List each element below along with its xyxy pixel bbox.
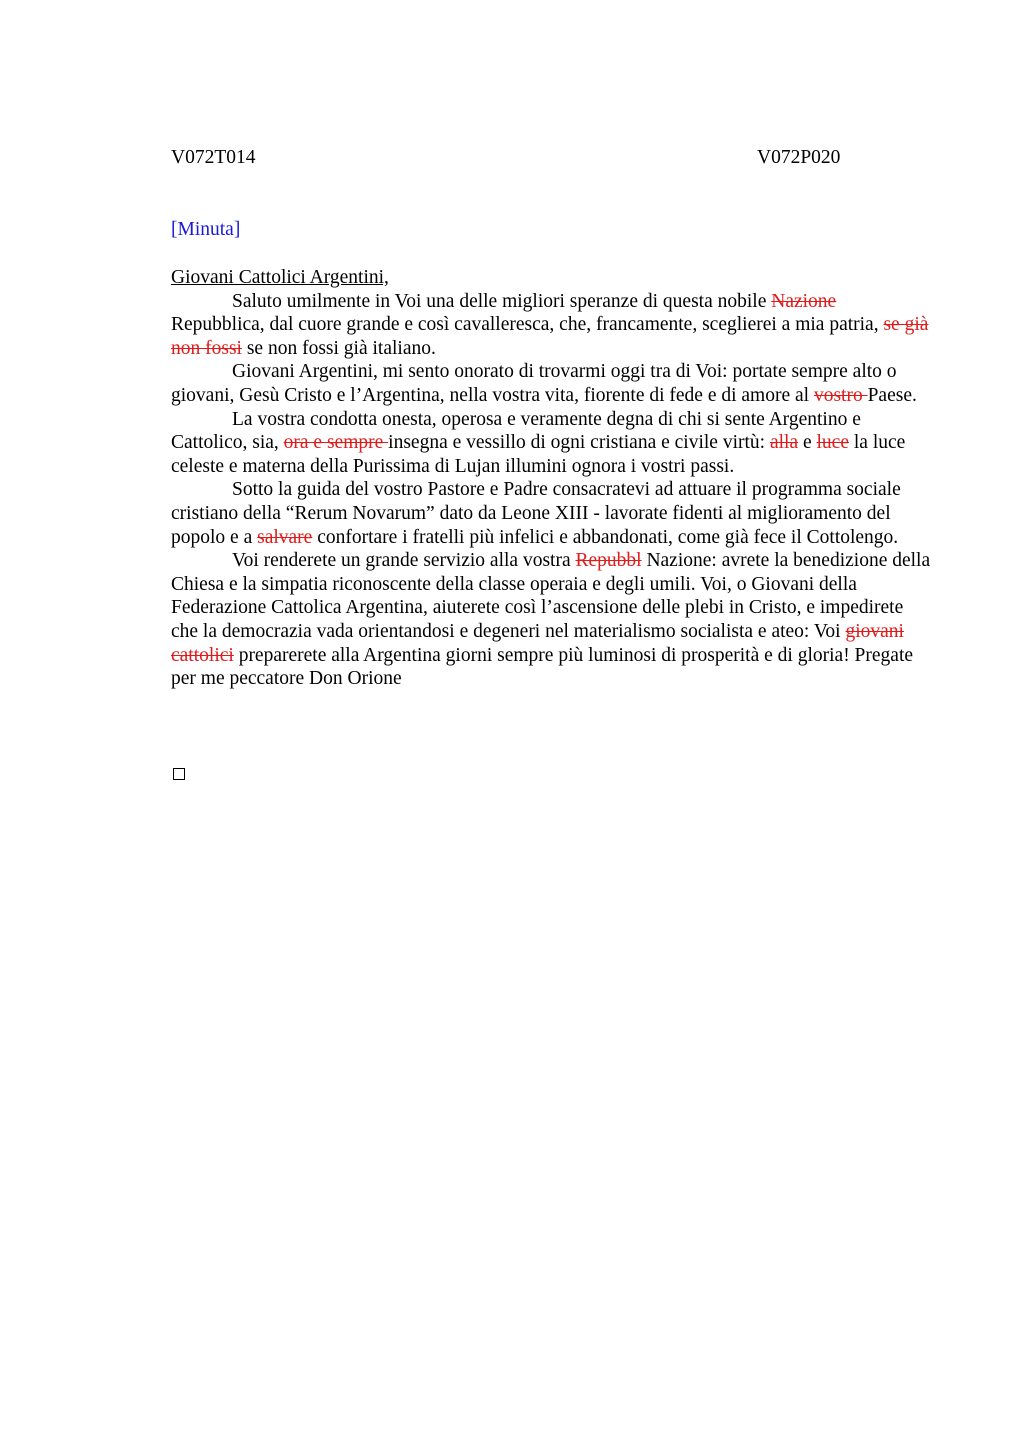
document-page	[171, 146, 931, 690]
text-segment: Giovani Argentini, mi sento onorato di trovarmi oggi tra di Voi: portate sempre alto o giovani, Gesù Cristo e l’Argentina, nella vostra vita, fiorente di fede e di amore al	[171, 361, 897, 406]
deleted-text: alla	[769, 432, 799, 454]
minuta-label: [Minuta]	[171, 219, 241, 240]
deleted-text: vostro	[813, 384, 868, 406]
deleted-text: luce	[816, 432, 849, 454]
letter-body	[171, 266, 931, 691]
document-code-right: V072P020	[757, 147, 841, 168]
salutation: Giovani Cattolici Argentini,	[171, 267, 389, 288]
paragraph-5	[171, 549, 931, 691]
deleted-text: giovani cattolici	[171, 620, 904, 666]
paragraph-2	[171, 360, 931, 407]
text-segment: e	[798, 432, 817, 454]
paragraph-4	[171, 478, 931, 549]
document-code-left: V072T014	[171, 147, 256, 168]
end-mark-square-icon	[173, 768, 185, 780]
deleted-text: Repubbl	[575, 550, 642, 572]
text-segment: preparerete alla Argentina giorni sempre più luminosi di prosperità e di gloria! Pregate per me peccatore Don Orione	[171, 644, 914, 690]
deleted-text: ora e sempre	[283, 432, 389, 454]
deleted-text: se già non fossi	[171, 314, 929, 359]
text-segment: la luce celeste e materna della Purissima di Lujan illumini ognora i vostri passi.	[171, 432, 906, 477]
text-segment: Sotto la guida del vostro Pastore e Padre consacratevi ad attuare il programma sociale cristiano della “Rerum Novarum” dato da Leone XIII - lavorate fidenti al miglioramento del popolo e a	[171, 479, 901, 548]
paragraph-3	[171, 408, 931, 479]
document-header	[171, 146, 931, 170]
text-segment: Repubblica, dal cuore grande e così cavalleresca, che, francamente, sceglierei a mia patria,	[171, 314, 884, 336]
text-segment: La vostra condotta onesta, operosa e veramente degna di chi si sente Argentino e Cattolico, sia,	[171, 408, 861, 454]
text-segment: Saluto umilmente in Voi una delle migliori speranze di questa nobile	[232, 290, 772, 312]
deleted-text: Nazione	[771, 290, 837, 312]
paragraph-1	[171, 290, 931, 361]
text-segment: se non fossi già italiano.	[241, 337, 436, 359]
text-segment: insegna e vessillo di ogni cristiana e civile virtù:	[388, 432, 770, 454]
deleted-text: salvare	[257, 526, 313, 548]
text-segment: Voi renderete un grande servizio alla vostra	[232, 550, 576, 572]
text-segment: Nazione: avrete la benedizione della Chiesa e la simpatia riconoscente della classe operaia e degli umili. Voi, o Giovani della Federazione Cattolica Argentina, aiuterete così l’ascensione delle plebi in Cristo, e impedirete che la democrazia vada orientandosi e degeneri nel materialismo socialista e ateo: Voi	[171, 550, 931, 642]
text-segment: confortare i fratelli più infelici e abbandonati, come già fece il Cottolengo.	[312, 526, 899, 548]
text-segment: Paese.	[867, 384, 917, 406]
